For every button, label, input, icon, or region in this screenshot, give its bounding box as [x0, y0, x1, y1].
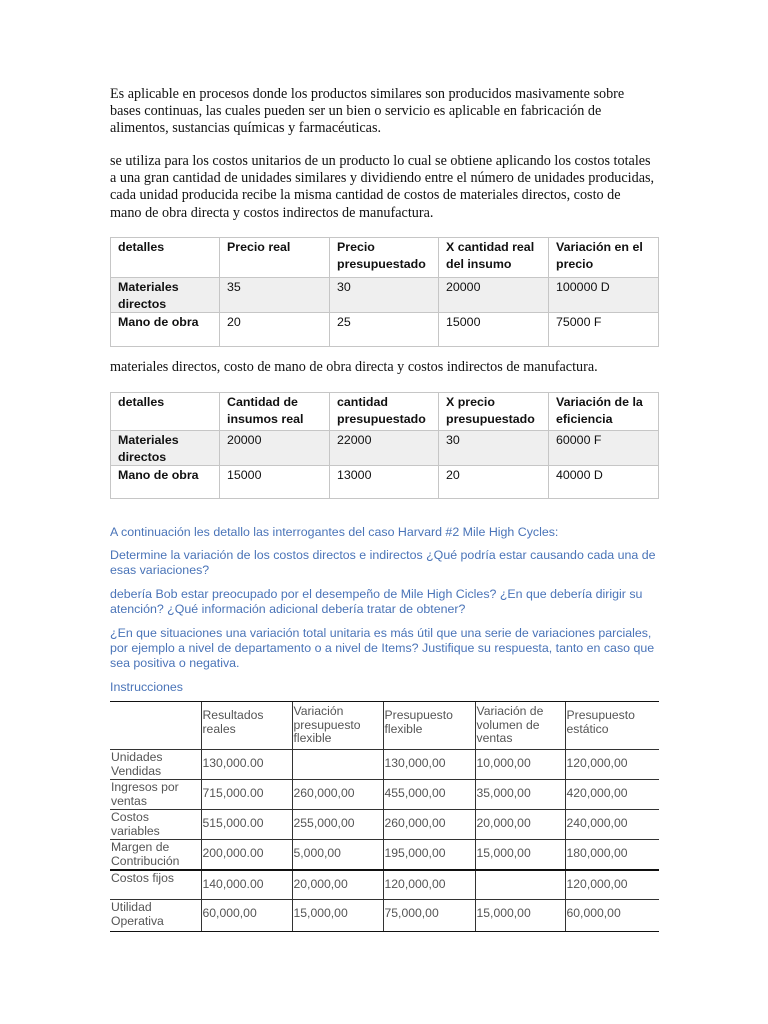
table-cell: 20,000,00 [475, 810, 565, 840]
table-cell: 60,000,00 [565, 900, 659, 932]
table-row [110, 750, 659, 780]
table-row [111, 313, 659, 347]
header-cell: Variación de la eficiencia [549, 393, 659, 431]
table-cell: 75000 F [549, 313, 659, 347]
table-cell: 15,000,00 [475, 900, 565, 932]
table-cell: 20 [439, 466, 549, 499]
table-header-row [110, 702, 659, 750]
table-cell: 120,000,00 [383, 870, 475, 900]
table-cell: 20,000,00 [292, 870, 383, 900]
table-cell: 515,000.00 [201, 810, 292, 840]
row-label: Materiales directos [111, 278, 220, 313]
table-cell: 715,000.00 [201, 780, 292, 810]
question-2: debería Bob estar preocupado por el desempeño de Mile High Cicles? ¿En que debería dirigir su atención? ¿Qué información adicional debería tratar de obtener? [110, 587, 643, 617]
row-label: Mano de obra [111, 313, 220, 347]
table-cell: 5,000,00 [292, 840, 383, 870]
table-cell: 15,000,00 [475, 840, 565, 870]
budget-variance-table [110, 701, 659, 932]
header-cell: Cantidad de insumos real [220, 393, 330, 431]
table-header-row [111, 238, 659, 278]
row-label: Utilidad Operativa [110, 900, 201, 932]
table-row [110, 780, 659, 810]
questions-intro: A continuación les detallo las interrogantes del caso Harvard #2 Mile High Cycles: [110, 525, 559, 539]
header-cell: Resultados reales [201, 702, 292, 750]
header-cell: Variación presupuesto flexible [292, 702, 383, 750]
table-cell: 120,000,00 [565, 870, 659, 900]
question-3: ¿En que situaciones una variación total unitaria es más útil que una serie de variaciones parciales, por ejemplo a nivel de departamento o a nivel de Items? Justifique su respuesta, tanto en caso que sea positiva o negativa. [110, 626, 655, 671]
row-label: Costos variables [110, 810, 201, 840]
row-label: Ingresos por ventas [110, 780, 201, 810]
table-cell: 100000 D [549, 278, 659, 313]
table-cell: 195,000,00 [383, 840, 475, 870]
table-cell: 30 [439, 431, 549, 466]
table-cell [475, 870, 565, 900]
header-cell: Precio real [220, 238, 330, 278]
header-cell: detalles [111, 238, 220, 278]
table-cell: 13000 [330, 466, 439, 499]
table-cell: 60000 F [549, 431, 659, 466]
header-cell: detalles [111, 393, 220, 431]
table-row [110, 840, 659, 870]
table-cell: 22000 [330, 431, 439, 466]
table-cell: 75,000,00 [383, 900, 475, 932]
header-cell: Variación en el precio [549, 238, 659, 278]
table-header-row [111, 393, 659, 431]
table-cell: 20000 [439, 278, 549, 313]
table-cell: 30 [330, 278, 439, 313]
table-cell: 60,000,00 [201, 900, 292, 932]
header-cell: X cantidad real del insumo [439, 238, 549, 278]
table-cell: 260,000,00 [292, 780, 383, 810]
paragraph-unit-costs: se utiliza para los costos unitarios de un producto lo cual se obtiene aplicando los costos totales a una gran cantidad de unidades similares y dividiendo entre el número de unidades producidas, cada unidad producida recibe la misma cantidad de costos de materiales directos, costo de mano de obra directa y costos indirectos de manufactura. [110, 153, 655, 221]
table-row [111, 466, 659, 499]
header-cell: Precio presupuestado [330, 238, 439, 278]
table-cell [292, 750, 383, 780]
table-cell: 130,000.00 [201, 750, 292, 780]
table-row [110, 870, 659, 900]
header-cell [110, 702, 201, 750]
table-cell: 15,000,00 [292, 900, 383, 932]
row-label: Costos fijos [110, 870, 201, 900]
table-cell: 180,000,00 [565, 840, 659, 870]
table-cell: 130,000,00 [383, 750, 475, 780]
table-cell: 15000 [439, 313, 549, 347]
table-cell: 20 [220, 313, 330, 347]
table-row [110, 900, 659, 932]
instructions-label: Instrucciones [110, 680, 184, 694]
table-cell: 35 [220, 278, 330, 313]
table-cell: 25 [330, 313, 439, 347]
price-variance-table [110, 237, 659, 347]
row-label: Margen de Contribución [110, 840, 201, 870]
table-cell: 260,000,00 [383, 810, 475, 840]
header-cell: Presupuesto flexible [383, 702, 475, 750]
question-1: Determine la variación de los costos directos e indirectos ¿Qué podría estar causando cada una de esas variaciones? [110, 548, 656, 578]
paragraph-process-costing: Es aplicable en procesos donde los productos similares son producidos masivamente sobre bases continuas, las cuales pueden ser un bien o servicio es aplicable en fabricación de alimentos, sustancias químicas y farmacéuticas. [110, 86, 625, 137]
row-label: Materiales directos [111, 431, 220, 466]
table-cell: 140,000.00 [201, 870, 292, 900]
table-cell: 15000 [220, 466, 330, 499]
row-label: Unidades Vendidas [110, 750, 201, 780]
table-cell: 255,000,00 [292, 810, 383, 840]
table-cell: 200,000.00 [201, 840, 292, 870]
table-cell: 20000 [220, 431, 330, 466]
table-row [111, 278, 659, 313]
table-cell: 35,000,00 [475, 780, 565, 810]
table-cell: 240,000,00 [565, 810, 659, 840]
table-cell: 420,000,00 [565, 780, 659, 810]
header-cell: Variación de volumen de ventas [475, 702, 565, 750]
table-cell: 10,000,00 [475, 750, 565, 780]
header-cell: X precio presupuestado [439, 393, 549, 431]
table-cell: 40000 D [549, 466, 659, 499]
paragraph-cost-components: materiales directos, costo de mano de obra directa y costos indirectos de manufactura. [110, 359, 598, 375]
table-cell: 120,000,00 [565, 750, 659, 780]
table-row [110, 810, 659, 840]
table-row [111, 431, 659, 466]
efficiency-variance-table [110, 392, 659, 499]
row-label: Mano de obra [111, 466, 220, 499]
header-cell: cantidad presupuestado [330, 393, 439, 431]
table-cell: 455,000,00 [383, 780, 475, 810]
header-cell: Presupuesto estático [565, 702, 659, 750]
